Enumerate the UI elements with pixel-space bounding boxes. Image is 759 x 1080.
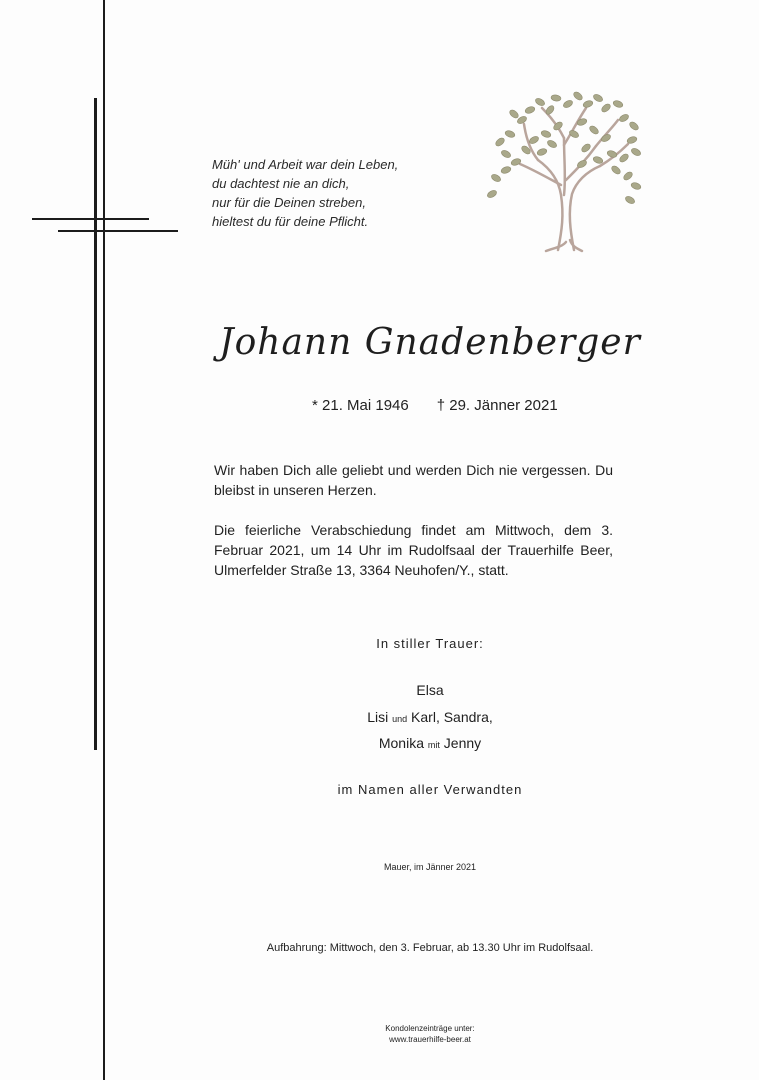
tree-of-life-icon bbox=[486, 90, 646, 255]
poem-line: Müh' und Arbeit war dein Leben, bbox=[212, 157, 399, 172]
cross-horizontal-line-top bbox=[32, 218, 149, 220]
life-dates bbox=[312, 397, 558, 414]
mourner-line bbox=[150, 709, 710, 725]
conjunction: und bbox=[392, 714, 408, 724]
poem-line: du dachtest nie an dich, bbox=[212, 176, 350, 191]
death-date: † 29. Jänner 2021 bbox=[436, 397, 558, 414]
mourner-name: Monika bbox=[378, 735, 424, 751]
deceased-name: Johann Gnadenberger bbox=[219, 322, 641, 363]
birth-date: * 21. Mai 1946 bbox=[312, 397, 409, 414]
place-and-date: Mauer, im Jänner 2021 bbox=[383, 862, 477, 872]
relatives-line: im Namen aller Verwandten bbox=[337, 782, 523, 797]
mourner-line bbox=[150, 735, 710, 751]
mourners-heading: In stiller Trauer: bbox=[376, 636, 484, 651]
poem-line: hieltest du für deine Pflicht. bbox=[212, 214, 369, 229]
mourner-name: Lisi bbox=[367, 709, 389, 725]
mourner-name: Jenny bbox=[443, 735, 482, 751]
mourner-name: Karl, Sandra, bbox=[411, 709, 493, 725]
viewing-info: Aufbahrung: Mittwoch, den 3. Februar, ab 13.30 Uhr im Rudolfsaal. bbox=[266, 942, 594, 954]
poem-line: nur für die Deinen streben, bbox=[212, 195, 366, 210]
condolence-info bbox=[150, 1023, 710, 1045]
poem bbox=[212, 155, 452, 231]
condolence-label: Kondolenzeinträge unter: bbox=[385, 1024, 475, 1033]
ceremony-info: Die feierliche Verabschiedung findet am Mittwoch, dem 3. Februar 2021, um 14 Uhr im Rudolfsaal der Trauerhilfe Beer, Ulmerfelder Straße 13, 3364 Neuhofen/Y., statt. bbox=[214, 522, 613, 578]
cross-horizontal-line-bottom bbox=[58, 230, 178, 232]
cross-vertical-line-left bbox=[94, 98, 97, 750]
conjunction: mit bbox=[427, 740, 440, 750]
farewell-message: Wir haben Dich alle geliebt und werden Dich nie vergessen. Du bleibst in unseren Herzen. bbox=[214, 462, 613, 498]
condolence-url[interactable]: www.trauerhilfe-beer.at bbox=[389, 1035, 471, 1044]
mourner-line: Elsa bbox=[416, 682, 444, 698]
cross-vertical-line-right bbox=[103, 0, 105, 1080]
